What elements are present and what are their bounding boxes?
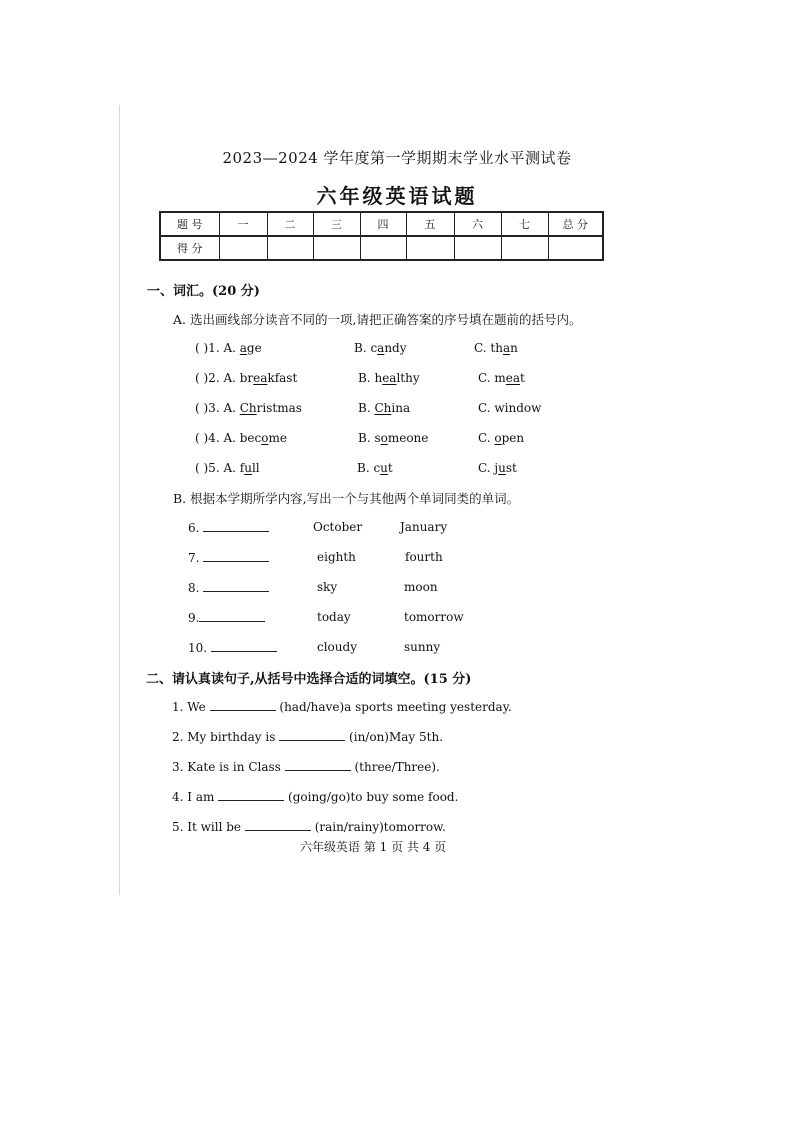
partB-item — [188, 550, 269, 565]
partA-option-b — [357, 461, 393, 475]
partB-word1: cloudy — [317, 640, 357, 654]
section2-item — [172, 819, 446, 834]
section2-item — [172, 789, 458, 804]
item-number: ( )1. A. — [195, 341, 240, 355]
option-c-underlined: o — [494, 431, 502, 445]
option-b-underlined: Ch — [374, 401, 392, 415]
option-a-underlined: a — [239, 341, 247, 355]
option-a-underlined: Ch — [239, 401, 257, 415]
score-cell[interactable] — [548, 236, 603, 260]
partB-word2: moon — [404, 580, 438, 594]
option-b-underlined: a — [377, 341, 385, 355]
score-header-cell: 二 — [267, 212, 313, 236]
score-header-cell: 六 — [454, 212, 501, 236]
partB-item — [188, 580, 269, 595]
option-a-text: me — [268, 431, 287, 445]
option-c-text: n — [510, 341, 518, 355]
option-c-text: pen — [501, 431, 525, 445]
option-c-text: C. th — [474, 341, 503, 355]
option-b-text: B. c — [357, 461, 381, 475]
section2-heading: 二、请认真读句子,从括号中选择合适的词填空。(15 分) — [146, 672, 472, 687]
score-header-cell: 四 — [360, 212, 406, 236]
answer-blank[interactable] — [210, 699, 276, 711]
partA-item — [195, 401, 302, 415]
option-b-text: ndy — [384, 341, 407, 355]
item-number: 9. — [188, 611, 200, 625]
option-a-text: ll — [251, 461, 260, 475]
score-header-cell: 三 — [313, 212, 360, 236]
partA-item — [195, 341, 262, 355]
answer-blank[interactable] — [203, 550, 269, 562]
section2-item — [172, 699, 512, 714]
option-b-text: B. — [358, 401, 375, 415]
option-c-text: st — [505, 461, 517, 475]
item-number: ( )3. A. — [195, 401, 240, 415]
score-value-row — [160, 236, 603, 260]
partB-word1: eighth — [317, 550, 356, 564]
option-b-text: t — [387, 461, 393, 475]
option-a-underlined: o — [261, 431, 269, 445]
partA-option-b — [358, 371, 420, 385]
score-cell[interactable] — [219, 236, 267, 260]
option-b-underlined: ea — [382, 371, 397, 385]
option-b-underlined: o — [380, 431, 388, 445]
answer-blank[interactable] — [199, 610, 265, 622]
option-c-text: C. m — [478, 371, 506, 385]
item-number: ( )5. A. — [195, 461, 240, 475]
option-a-underlined: u — [244, 461, 252, 475]
option-b-text: lthy — [396, 371, 420, 385]
score-table — [159, 211, 604, 261]
section1-partB-instruction: B. 根据本学期所学内容,写出一个与其他两个单词同类的单词。 — [173, 491, 520, 506]
option-b-text: ina — [391, 401, 411, 415]
score-cell[interactable] — [313, 236, 360, 260]
partA-option-c — [478, 461, 517, 475]
score-cell[interactable] — [406, 236, 454, 260]
option-a-text: f — [239, 461, 245, 475]
option-a-text: ge — [246, 341, 262, 355]
section2-item — [172, 759, 440, 774]
item-number: ( )2. A. — [195, 371, 240, 385]
option-c-text: C. — [478, 431, 495, 445]
sentence-start: 3. Kate is in Class — [172, 760, 281, 774]
partB-word2: fourth — [405, 550, 443, 564]
partB-item — [188, 610, 265, 625]
item-number: ( )4. A. — [195, 431, 240, 445]
sentence-end: (in/on)May 5th. — [349, 730, 444, 744]
section2-item — [172, 729, 443, 744]
section1-partA-instruction: A. 选出画线部分读音不同的一项,请把正确答案的序号填在题前的括号内。 — [173, 312, 582, 327]
exam-title: 2023—2024 学年度第一学期期末学业水平测试卷 — [222, 149, 572, 167]
score-cell[interactable] — [454, 236, 501, 260]
partA-option-c — [478, 431, 524, 445]
score-row-label: 得 分 — [160, 236, 219, 260]
item-number: 6. — [188, 521, 200, 535]
sentence-end: (rain/rainy)tomorrow. — [314, 820, 446, 834]
partA-option-b — [358, 431, 428, 445]
option-c-text: C. window — [478, 401, 542, 415]
sentence-start: 1. We — [172, 700, 206, 714]
option-b-text: B. s — [358, 431, 381, 445]
answer-blank[interactable] — [211, 640, 277, 652]
option-a-text: bec — [239, 431, 262, 445]
answer-blank[interactable] — [203, 580, 269, 592]
sentence-start: 4. I am — [172, 790, 215, 804]
option-b-text: meone — [387, 431, 429, 445]
partA-option-b — [358, 401, 410, 415]
partA-option-c — [478, 401, 541, 415]
sentence-start: 5. It will be — [172, 820, 242, 834]
option-a-text: kfast — [267, 371, 298, 385]
option-c-text: C. j — [478, 461, 499, 475]
partA-item — [195, 431, 287, 445]
answer-blank[interactable] — [285, 759, 351, 771]
partA-option-b — [354, 341, 407, 355]
partA-option-c — [474, 341, 518, 355]
score-cell[interactable] — [501, 236, 548, 260]
partB-word1: today — [317, 610, 351, 624]
exam-subtitle: 六年级英语试题 — [316, 184, 478, 208]
score-header-row — [160, 212, 603, 236]
score-header-cell: 题 号 — [160, 212, 219, 236]
partB-word1: October — [313, 520, 363, 534]
score-header-cell: 一 — [219, 212, 267, 236]
option-a-text: br — [239, 371, 254, 385]
partB-item — [188, 640, 277, 655]
answer-blank[interactable] — [218, 789, 284, 801]
page-footer: 六年级英语 第 1 页 共 4 页 — [300, 840, 447, 854]
sentence-start: 2. My birthday is — [172, 730, 276, 744]
score-cell[interactable] — [360, 236, 406, 260]
score-header-cell: 五 — [406, 212, 454, 236]
option-c-text: t — [520, 371, 525, 385]
score-cell[interactable] — [267, 236, 313, 260]
item-number: 7. — [188, 551, 200, 565]
option-c-underlined: ea — [505, 371, 521, 385]
partB-word1: sky — [317, 580, 338, 594]
section1-heading: 一、词汇。(20 分) — [147, 284, 260, 299]
partA-option-c — [478, 371, 525, 385]
partA-item — [195, 371, 297, 385]
option-b-text: B. h — [358, 371, 383, 385]
answer-blank[interactable] — [203, 520, 269, 532]
sentence-end: (three/Three). — [354, 760, 440, 774]
option-b-text: B. c — [354, 341, 378, 355]
partA-item — [195, 461, 260, 475]
partB-word2: January — [400, 520, 448, 534]
partB-word2: tomorrow — [404, 610, 464, 624]
answer-blank[interactable] — [245, 819, 311, 831]
option-a-underlined: ea — [253, 371, 268, 385]
sentence-end: (had/have)a sports meeting yesterday. — [279, 700, 512, 714]
option-c-underlined: u — [498, 461, 506, 475]
item-number: 10. — [188, 641, 208, 655]
score-header-cell: 总 分 — [548, 212, 603, 236]
option-c-underlined: a — [502, 341, 511, 355]
answer-blank[interactable] — [279, 729, 345, 741]
option-b-underlined: u — [380, 461, 388, 475]
item-number: 8. — [188, 581, 200, 595]
partB-word2: sunny — [404, 640, 441, 654]
sentence-end: (going/go)to buy some food. — [288, 790, 459, 804]
partB-item — [188, 520, 269, 535]
page-margin-line — [119, 105, 120, 895]
score-header-cell: 七 — [501, 212, 548, 236]
option-a-text: ristmas — [256, 401, 302, 415]
